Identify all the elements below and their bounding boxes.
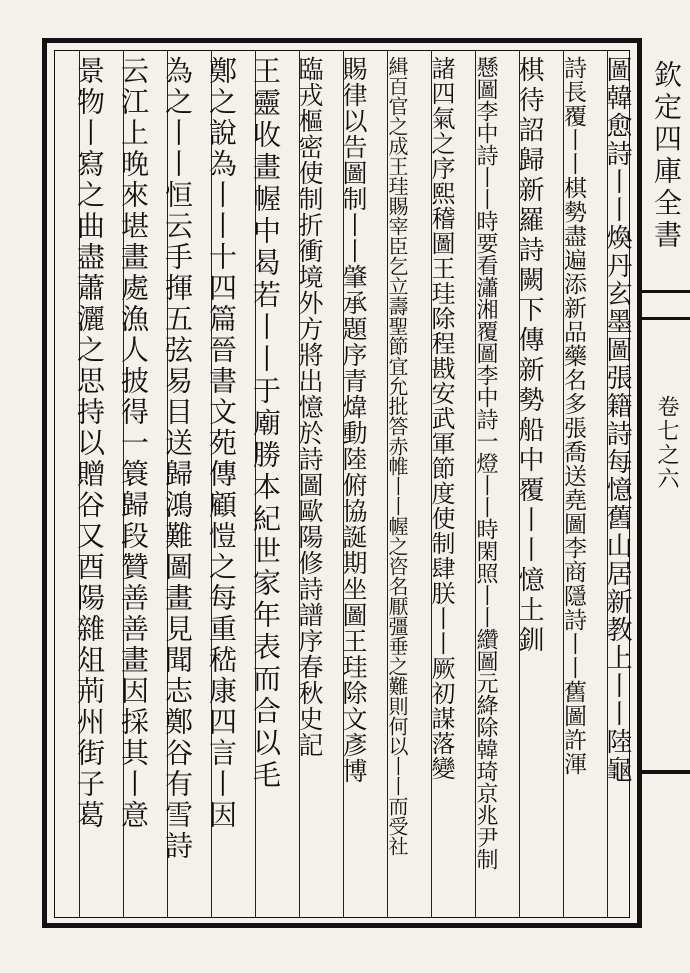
text-column-12: 云江上晚來堪畫處漁人披得一簑歸段贊善善畫因採其丨意 <box>117 56 150 831</box>
text-column-9: 王靈收畫幄中曷若丨丨于廟勝本紀世家年表而合以毛 <box>249 56 282 792</box>
text-column-1: 圖韓愈詩丨丨煥丹玄墨圖張籍詩每憶舊山居新教上丨丨陸龜 <box>602 56 632 784</box>
text-column-4: 懸圖李中詩丨丨時要看瀟湘覆圖李中詩一燈丨丨時閑照丨丨纘圖元絳除韓琦京兆尹制 <box>473 56 498 870</box>
text-column-13: 景物丨寫之曲盡蕭灑之思持以贈谷又酉陽雜俎荊州街子葛 <box>73 56 106 831</box>
text-column-7: 賜律以告圖制丨丨肇承題序青煒動陸俯協誕期坐圖王珪除文彥博 <box>339 56 368 784</box>
text-column-8: 臨戎樞密使制折衝境外方將出憶於詩圖歐陽修詩譜序春秋史記 <box>295 56 324 758</box>
book-title: 欽定四庫全書 <box>650 60 683 252</box>
text-column-5: 諸四氣之序熙稽圖王珪除程戡安武軍節度使制肆朕丨丨厥初謀落變 <box>427 56 455 781</box>
volume-label: 卷七之六 <box>654 395 679 491</box>
lower-fishtail-mark <box>642 770 690 774</box>
fishtail-mark <box>642 290 690 320</box>
text-column-6: 緝百官之成王珪賜宰臣乞立壽聖節宜允批答赤帷丨丨幄之咨名厭彊垂之難則何以丨丨而受社 <box>385 56 409 856</box>
text-column-10: 鄭之說為丨丨十四篇晉書文苑傳顧愷之每重嵇康四言丨因 <box>205 56 238 831</box>
text-column-3: 棋待詔歸新羅詩闕下傳新勢船中覆丨丨憶土釧 <box>514 56 544 656</box>
text-column-11: 為之丨丨恒云手揮五弦易目送歸鴻難圖畫見聞志鄭谷有雪詩 <box>161 56 194 862</box>
text-column-2: 詩長覆丨丨棋勢盡遍添新品藥名多張喬送堯圖李商隱詩丨丨舊圖許渾 <box>560 56 586 776</box>
